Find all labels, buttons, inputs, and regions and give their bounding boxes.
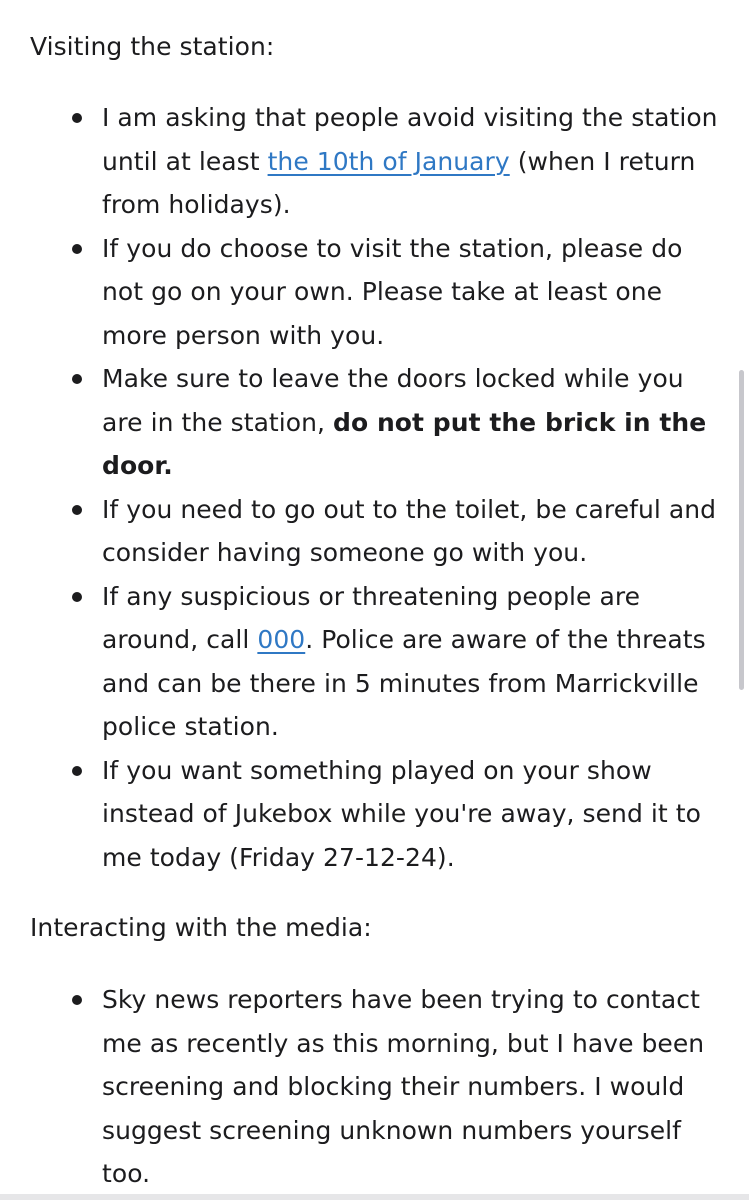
list-item xyxy=(30,978,720,1196)
item-text: If you do choose to visit the station, please do not go on your own. Please take at least one more person with you. xyxy=(102,233,683,350)
bottom-edge-bar xyxy=(0,1194,749,1200)
bullet-icon xyxy=(72,374,82,384)
list-item xyxy=(30,488,720,575)
bullet-icon xyxy=(72,766,82,776)
item-text: Sky news reporters have been trying to contact me as recently as this morning, but I have been screening and blocking their numbers. I would suggest screening unknown numbers yourself too. xyxy=(102,985,705,1188)
inline-link[interactable]: the 10th of January xyxy=(267,146,510,176)
vertical-scrollbar[interactable] xyxy=(739,370,744,690)
item-text: . Police are aware of the threats and can be there in 5 minutes from Marrickville police station. xyxy=(102,625,706,741)
list-item xyxy=(30,96,720,227)
list-item xyxy=(30,357,720,488)
bold-text: do not put the brick in the door. xyxy=(102,407,707,480)
item-text: I am asking that people avoid visiting the station until at least xyxy=(102,103,718,176)
list-item xyxy=(30,227,720,358)
section-heading-media: Interacting with the media: xyxy=(30,913,372,942)
inline-link[interactable]: 000 xyxy=(257,625,306,654)
bullet-icon xyxy=(72,592,82,602)
item-text: (when I return from holidays). xyxy=(102,146,696,219)
bullet-list-media xyxy=(30,978,720,1196)
bullet-icon xyxy=(72,244,82,254)
bullet-list-visiting xyxy=(30,96,720,879)
bullet-icon xyxy=(72,505,82,515)
item-text: If any suspicious or threatening people are around, call xyxy=(102,581,641,654)
item-text: If you want something played on your show instead of Jukebox while you're away, send it to me today (Friday 27-12-24). xyxy=(102,755,701,872)
list-item xyxy=(30,749,720,880)
section-heading-visiting: Visiting the station: xyxy=(30,32,275,61)
item-text: If you need to go out to the toilet, be careful and consider having someone go with you. xyxy=(102,494,717,567)
bullet-icon xyxy=(72,113,82,123)
item-text: Make sure to leave the doors locked while you are in the station, xyxy=(102,364,684,437)
list-item xyxy=(30,575,720,749)
bullet-icon xyxy=(72,995,82,1005)
